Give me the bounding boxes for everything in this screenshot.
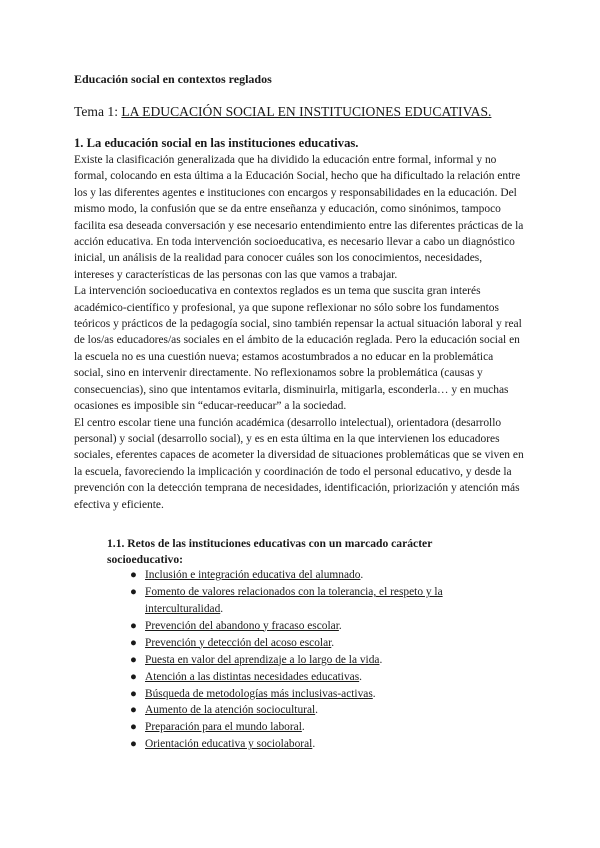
list-item-text: Puesta en valor del aprendizaje a lo largo de la vida <box>145 653 380 666</box>
bullet-icon: ● <box>130 721 137 734</box>
list-item-terminator: . <box>312 738 316 751</box>
bullet-icon: ● <box>130 569 137 581</box>
list-item <box>130 736 470 753</box>
bullet-icon: ● <box>130 585 137 598</box>
topic-heading <box>74 104 491 120</box>
bullet-icon: ● <box>130 619 137 632</box>
paragraph: Existe la clasificación generalizada que ha dividido la educación entre formal, informal y no formal, colocando en esta última a la Educación Social, hecho que ha dificultado la relación entre los y las diferentes agentes e instituciones con encargos y responsabilidades en la educación. Del mismo modo, la confusión que se da entre enseñanza y educación, como sinónimos, tampoco facilita esa deseada conversación y ese necesario entendimiento entre las diferentes prácticas de la acción educativa. En toda intervención socioeducativa, es necesario llevar a cabo un diagnóstico inicial, un análisis de la realidad para conocer cuáles son los conocimientos, necesidades, intereses y características de las personas con las que vamos a trabajar. <box>74 154 524 281</box>
list-item-terminator: . <box>372 687 376 700</box>
list-item-terminator: . <box>359 670 362 683</box>
bullet-icon: ● <box>130 636 137 649</box>
list-item-terminator: . <box>360 569 364 581</box>
list-item-terminator: . <box>331 636 335 649</box>
list-item-terminator: . <box>220 602 224 615</box>
bullet-icon: ● <box>130 704 137 717</box>
list-item <box>130 567 470 584</box>
challenges-list <box>130 567 470 753</box>
list-item-text: Aumento de la atención sociocultural <box>145 704 316 717</box>
list-item <box>130 669 470 686</box>
paragraph: El centro escolar tiene una función académica (desarrollo intelectual), orientadora (desarrollo personal) y social (desarrollo social), y es en esta última en la que intervienen los educadores sociales, eferentes capaces de acometer la diversidad de situaciones problemáticas que se viven en la escuela, favoreciendo la implicación y coordinación de todo el personal educativo, y desde la prevención con la detección temprana de necesidades, identificación, priorización y atención más efectiva y eficiente. <box>74 416 524 511</box>
list-item <box>130 652 470 669</box>
bullet-icon: ● <box>130 653 137 666</box>
list-item <box>130 584 470 617</box>
list-item-text: Búsqueda de metodologías más inclusivas-activas <box>145 687 373 700</box>
body-text <box>74 152 524 513</box>
bullet-icon: ● <box>130 738 137 751</box>
list-item <box>130 702 470 719</box>
list-item-text: Prevención del abandono y fracaso escolar <box>145 619 339 632</box>
list-item-terminator: . <box>301 721 305 734</box>
list-item-terminator: . <box>315 704 319 717</box>
course-title: Educación social en contextos reglados <box>74 72 272 86</box>
bullet-icon: ● <box>130 687 137 700</box>
list-item <box>130 719 470 736</box>
bullet-icon: ● <box>130 670 137 683</box>
list-item-text: Atención a las distintas necesidades educativas <box>145 670 360 683</box>
list-item-text: Prevención y detección del acoso escolar <box>145 636 332 649</box>
list-item <box>130 686 470 703</box>
list-item-text: Orientación educativa y sociolaboral <box>145 738 313 751</box>
list-item <box>130 635 470 652</box>
list-item-text: Fomento de valores relacionados con la tolerancia, el respeto y la interculturalidad <box>145 585 443 615</box>
paragraph: La intervención socioeducativa en contextos reglados es un tema que suscita gran interés académico-científico y profesional, ya que supone reflexionar no sólo sobre los fundamentos teóricos y prácticos de la pedagogía social, sino también repensar la actual situación laboral y real de los/as educadores/as sociales en el ámbito de la educación reglada. Pero la educación social en la escuela no es una cuestión nueva; estamos acostumbrados a no educar en la problemática social, sino en intervenir directamente. No reflexionamos sobre la problemática (causas y consecuencias), sino que intentamos evitarla, disminuirla, mitigarla, esconderla… y en muchas ocasiones es imposible sin “educar-reeducar” a la sociedad. <box>74 285 522 413</box>
topic-label: Tema 1: <box>74 104 122 119</box>
list-item-text: Preparación para el mundo laboral <box>145 721 302 734</box>
list-item-terminator: . <box>379 653 383 666</box>
list-item <box>130 618 470 635</box>
list-item-terminator: . <box>338 619 342 632</box>
subsection-heading: 1.1. Retos de las instituciones educativas con un marcado carácter socioeducativo: <box>107 537 433 566</box>
section-heading: 1. La educación social en las instituciones educativas. <box>74 136 359 150</box>
list-item-text: Inclusión e integración educativa del alumnado <box>145 569 361 581</box>
topic-name: LA EDUCACIÓN SOCIAL EN INSTITUCIONES EDUCATIVAS. <box>121 104 492 119</box>
